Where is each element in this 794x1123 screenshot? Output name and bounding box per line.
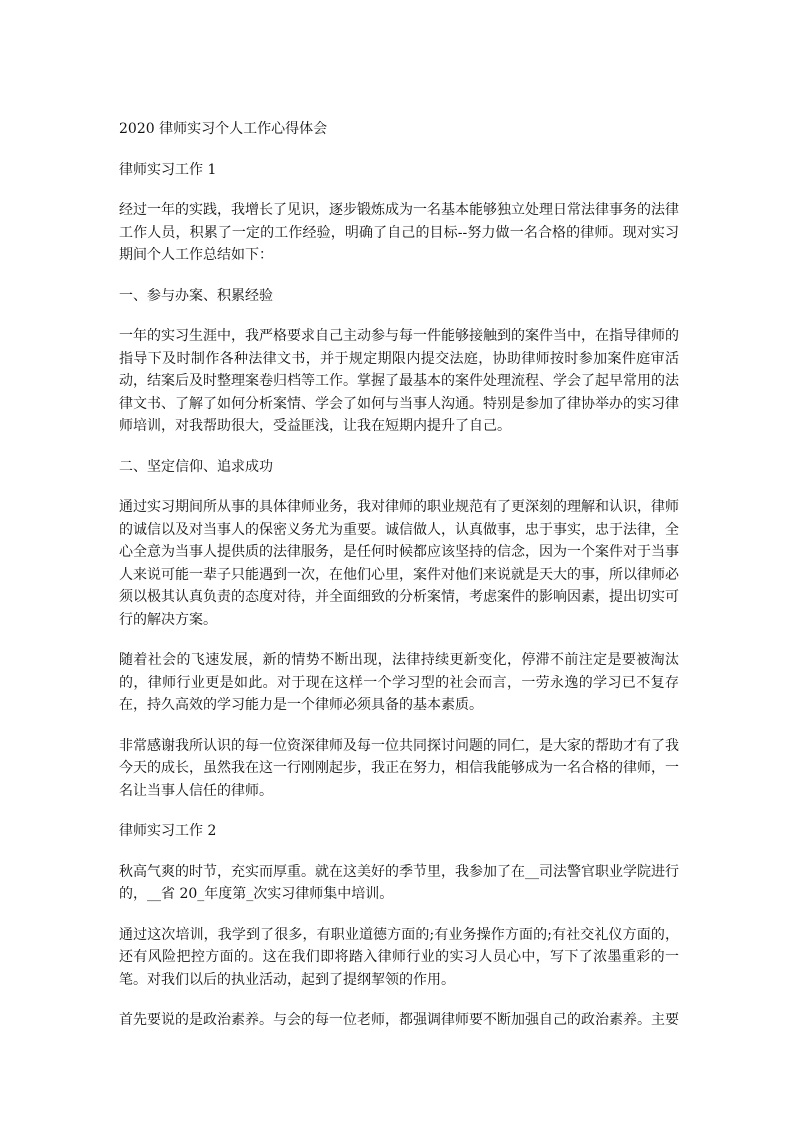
paragraph-case-experience: 一年的实习生涯中，我严格要求自己主动参与每一件能够接触到的案件当中，在指导律师的指导下及时制作各种法律文书，并于规定期限内提交法庭，协助律师按时参加案件庭审活动，结案后及时整理案卷归档等工作。掌握了最基本的案件处理流程、学会了起早常用的法律文书、了解了如何分析案情、学会了如何与当事人沟通。特别是参加了律协举办的实习律师培训，对我帮助很大，受益匪浅，让我在短期内提升了自己。 [119,328,679,434]
paragraph-political-quality: 首先要说的是政治素养。与会的每一位老师，都强调律师要不断加强自己的政治素养。主要 [119,1012,679,1028]
heading-participate-cases: 一、参与办案、积累经验 [119,287,273,304]
paragraph-intro: 经过一年的实践，我增长了见识，逐步锻炼成为一名基本能够独立处理日常法律事务的法律工作人员，积累了一定的工作经验，明确了自己的目标--努力做一名合格的律师。现对实习期间个人工作总结如下： [119,202,679,263]
paragraph-continuous-learning: 随着社会的飞速发展，新的情势不断出现，法律持续更新变化，停滞不前注定是要被淘汰的，律师行业更是如此。对于现在这样一个学习型的社会而言，一劳永逸的学习已不复存在，持久高效的学习能力是一个律师必须具备的基本素质。 [119,652,679,713]
section-1-heading: 律师实习工作 1 [119,161,217,178]
heading-firm-belief: 二、坚定信仰、追求成功 [119,458,273,475]
paragraph-training-gains: 通过这次培训，我学到了很多，有职业道德方面的;有业务操作方面的;有社交礼仪方面的，还有风险把控方面的。这在我们即将踏入律师行业的实习人员心中，写下了浓墨重彩的一笔。对我们以后的执业活动，起到了提纲挈领的作用。 [119,926,679,988]
section-2-heading: 律师实习工作 2 [119,823,217,839]
document-title: 2020 律师实习个人工作心得体会 [119,121,328,137]
paragraph-training: 秋高气爽的时节，充实而厚重。就在这美好的季节里，我参加了在__司法警官职业学院进行的，__省 20_年度第_次实习律师集中培训。 [119,863,679,902]
document-page [119,118,679,1050]
paragraph-thanks: 非常感谢我所认识的每一位资深律师及每一位共同探讨问题的同仁，是大家的帮助才有了我今天的成长，虽然我在这一行刚刚起步，我正在努力，相信我能够成为一名合格的律师，一名让当事人信任的律师。 [119,737,679,799]
paragraph-professional-ethics: 通过实习期间所从事的具体律师业务，我对律师的职业规范有了更深刻的理解和认识，律师的诚信以及对当事人的保密义务尤为重要。诚信做人，认真做事，忠于事实，忠于法律，全心全意为当事人提供质的法律服务，是任何时候都应该坚持的信念，因为一个案件对于当事人来说可能一辈子只能遇到一次，在他们心里，案件对他们来说就是天大的事，所以律师必须以极其认真负责的态度对待，并全面细致的分析案情，考虑案件的影响因素，提出切实可行的解决方案。 [119,499,679,628]
